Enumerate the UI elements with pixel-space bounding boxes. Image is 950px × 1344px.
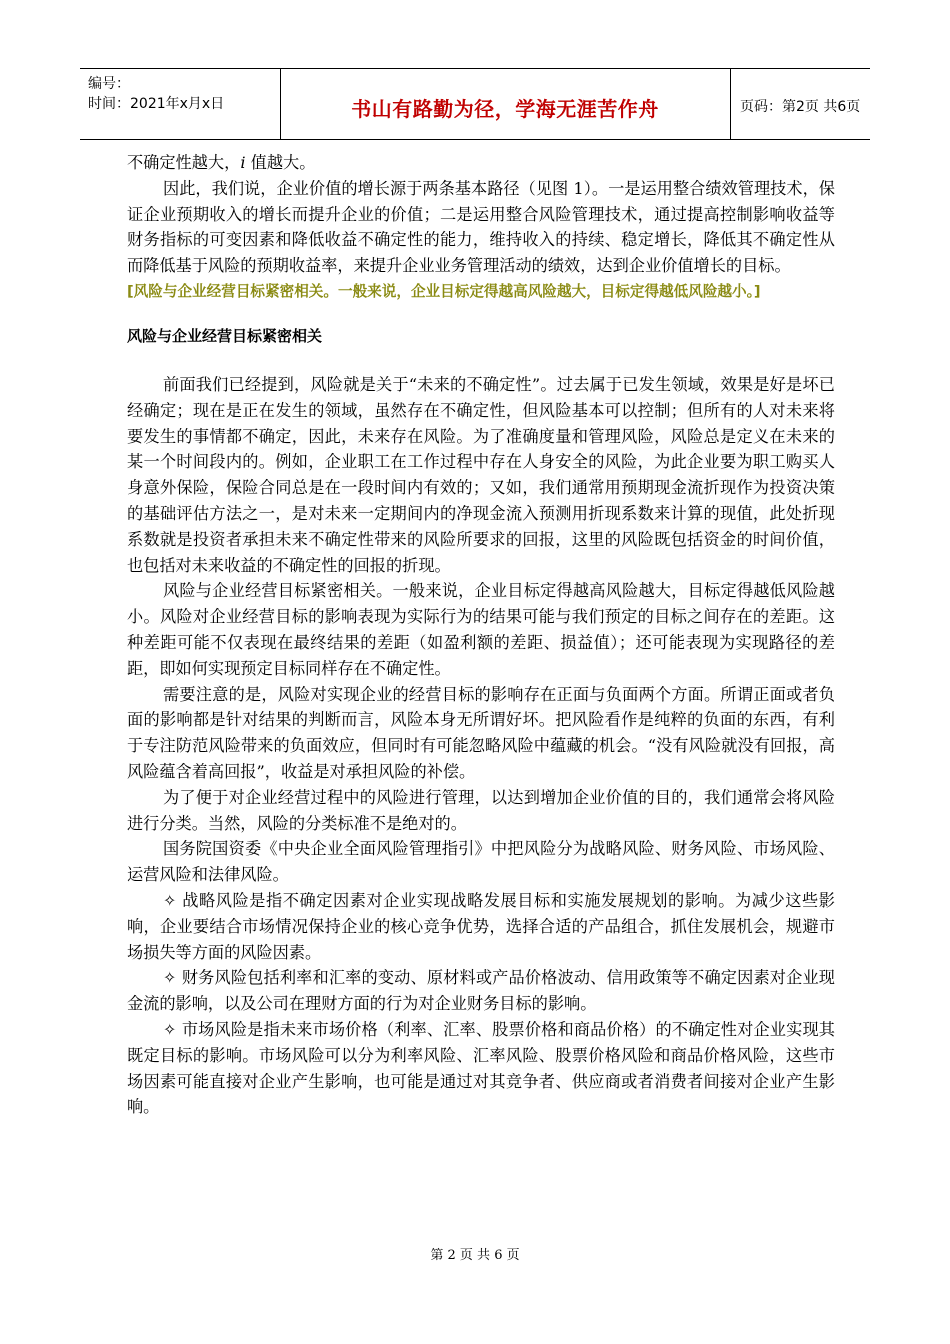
section-title: 风险与企业经营目标紧密相关 [127,326,323,345]
highlight-note: [风险与企业经营目标紧密相关。一般来说，企业目标定得越高风险越大，目标定得越低风险越小。] [127,282,761,300]
header-page-info: 页码：第2页 共6页 [740,99,861,115]
paragraph-0-text-b: 值越大。 [245,153,316,172]
bullet-market-risk: ✧ 市场风险是指未来市场价格（利率、汇率、股票价格和商品价格）的不确定性对企业实现其既定目标的影响。市场风险可以分为利率风险、汇率风险、股票价格风险和商品价格风险，这些市场因素可能直接对企业产生影响，也可能是通过对其竞争者、供应商或者消费者间接对企业产生影响。 [127,1019,835,1117]
paragraph-3: 风险与企业经营目标紧密相关。一般来说，企业目标定得越高风险越大，目标定得越低风险越小。风险对企业经营目标的影响表现为实际行为的结果可能与我们预定的目标之间存在的差距。这种差距可能不仅表现在最终结果的差距（如盈利额的差距、损益值）；还可能表现为实现路径的差距，即如何实现预定目标同样存在不确定性。 [127,581,835,678]
page-footer: 第 2 页 共 6 页 [430,1248,520,1263]
page-header [80,68,870,140]
header-motto: 书山有路勤为径，学海无涯苦作舟 [351,97,659,121]
header-meta [80,69,281,139]
bullet-financial-risk: ✧ 财务风险包括利率和汇率的变动、原材料或产品价格波动、信用政策等不确定因素对企业现金流的影响，以及公司在理财方面的行为对企业财务目标的影响。 [127,968,835,1014]
paragraph-4: 需要注意的是，风险对实现企业的经营目标的影响存在正面与负面两个方面。所谓正面或者负面的影响都是针对结果的判断而言，风险本身无所谓好坏。把风险看作是纯粹的负面的东西，有利于专注防范风险带来的负面效应，但同时有可能忽略风险中蕴藏的机会。“没有风险就没有回报，高风险蕴含着高回报”，收益是对承担风险的补偿。 [127,684,835,781]
paragraph-1: 因此，我们说，企业价值的增长源于两条基本路径（见图 1）。一是运用整合绩效管理技术，保证企业预期收入的增长而提升企业的价值；二是运用整合风险管理技术，通过提高控制影响收益等财务指标的可变因素和降低收益不确定性的能力，维持收入的持续、稳定增长，降低其不确定性从而降低基于风险的预期收益率，来提升企业业务管理活动的绩效，达到企业价值增长的目标。 [127,178,835,276]
doc-number-label: 编号： [88,76,130,92]
paragraph-2: 前面我们已经提到，风险就是关于“未来的不确定性”。过去属于已发生领域，效果是好是坏已经确定；现在是正在发生的领域，虽然存在不确定性，但风险基本可以控制；但所有的人对未来将要发生的事情都不确定，因此，未来存在风险。为了准确度量和管理风险，风险总是定义在未来的某一个时间段内的。例如，企业职工在工作过程中存在人身安全的风险，为此企业要为职工购买人身意外保险，保险合同总是在一段时间内有效的；又如，我们通常用预期现金流折现作为投资决策的基础评估方法之一，是对未来一定期间内的净现金流入预测用折现系数来计算的现值，此处折现系数就是投资者承担未来不确定性带来的风险所要求的回报，这里的风险既包括资金的时间价值，也包括对未来收益的不确定性的回报的折现。 [127,374,835,575]
bullet-strategic-risk: ✧ 战略风险是指不确定因素对企业实现战略发展目标和实施发展规划的影响。为减少这些影响，企业要结合市场情况保持企业的核心竞争优势，选择合适的产品组合，抓住发展机会，规避市场损失等方面的风险因素。 [127,890,835,962]
paragraph-5: 为了便于对企业经营过程中的风险进行管理，以达到增加企业价值的目的，我们通常会将风险进行分类。当然，风险的分类标准不是绝对的。 [127,787,835,833]
header-page-cell [730,69,870,139]
paragraph-6: 国务院国资委《中央企业全面风险管理指引》中把风险分为战略风险、财务风险、市场风险、运营风险和法律风险。 [127,839,835,885]
paragraph-0-text-a: 不确定性越大， [127,153,241,172]
header-motto-cell [280,69,731,139]
doc-date-label: 时间：2021年x月x日 [88,96,225,112]
paragraph-0 [127,150,835,176]
document-body [127,150,835,1120]
variable-i: i [240,153,246,172]
